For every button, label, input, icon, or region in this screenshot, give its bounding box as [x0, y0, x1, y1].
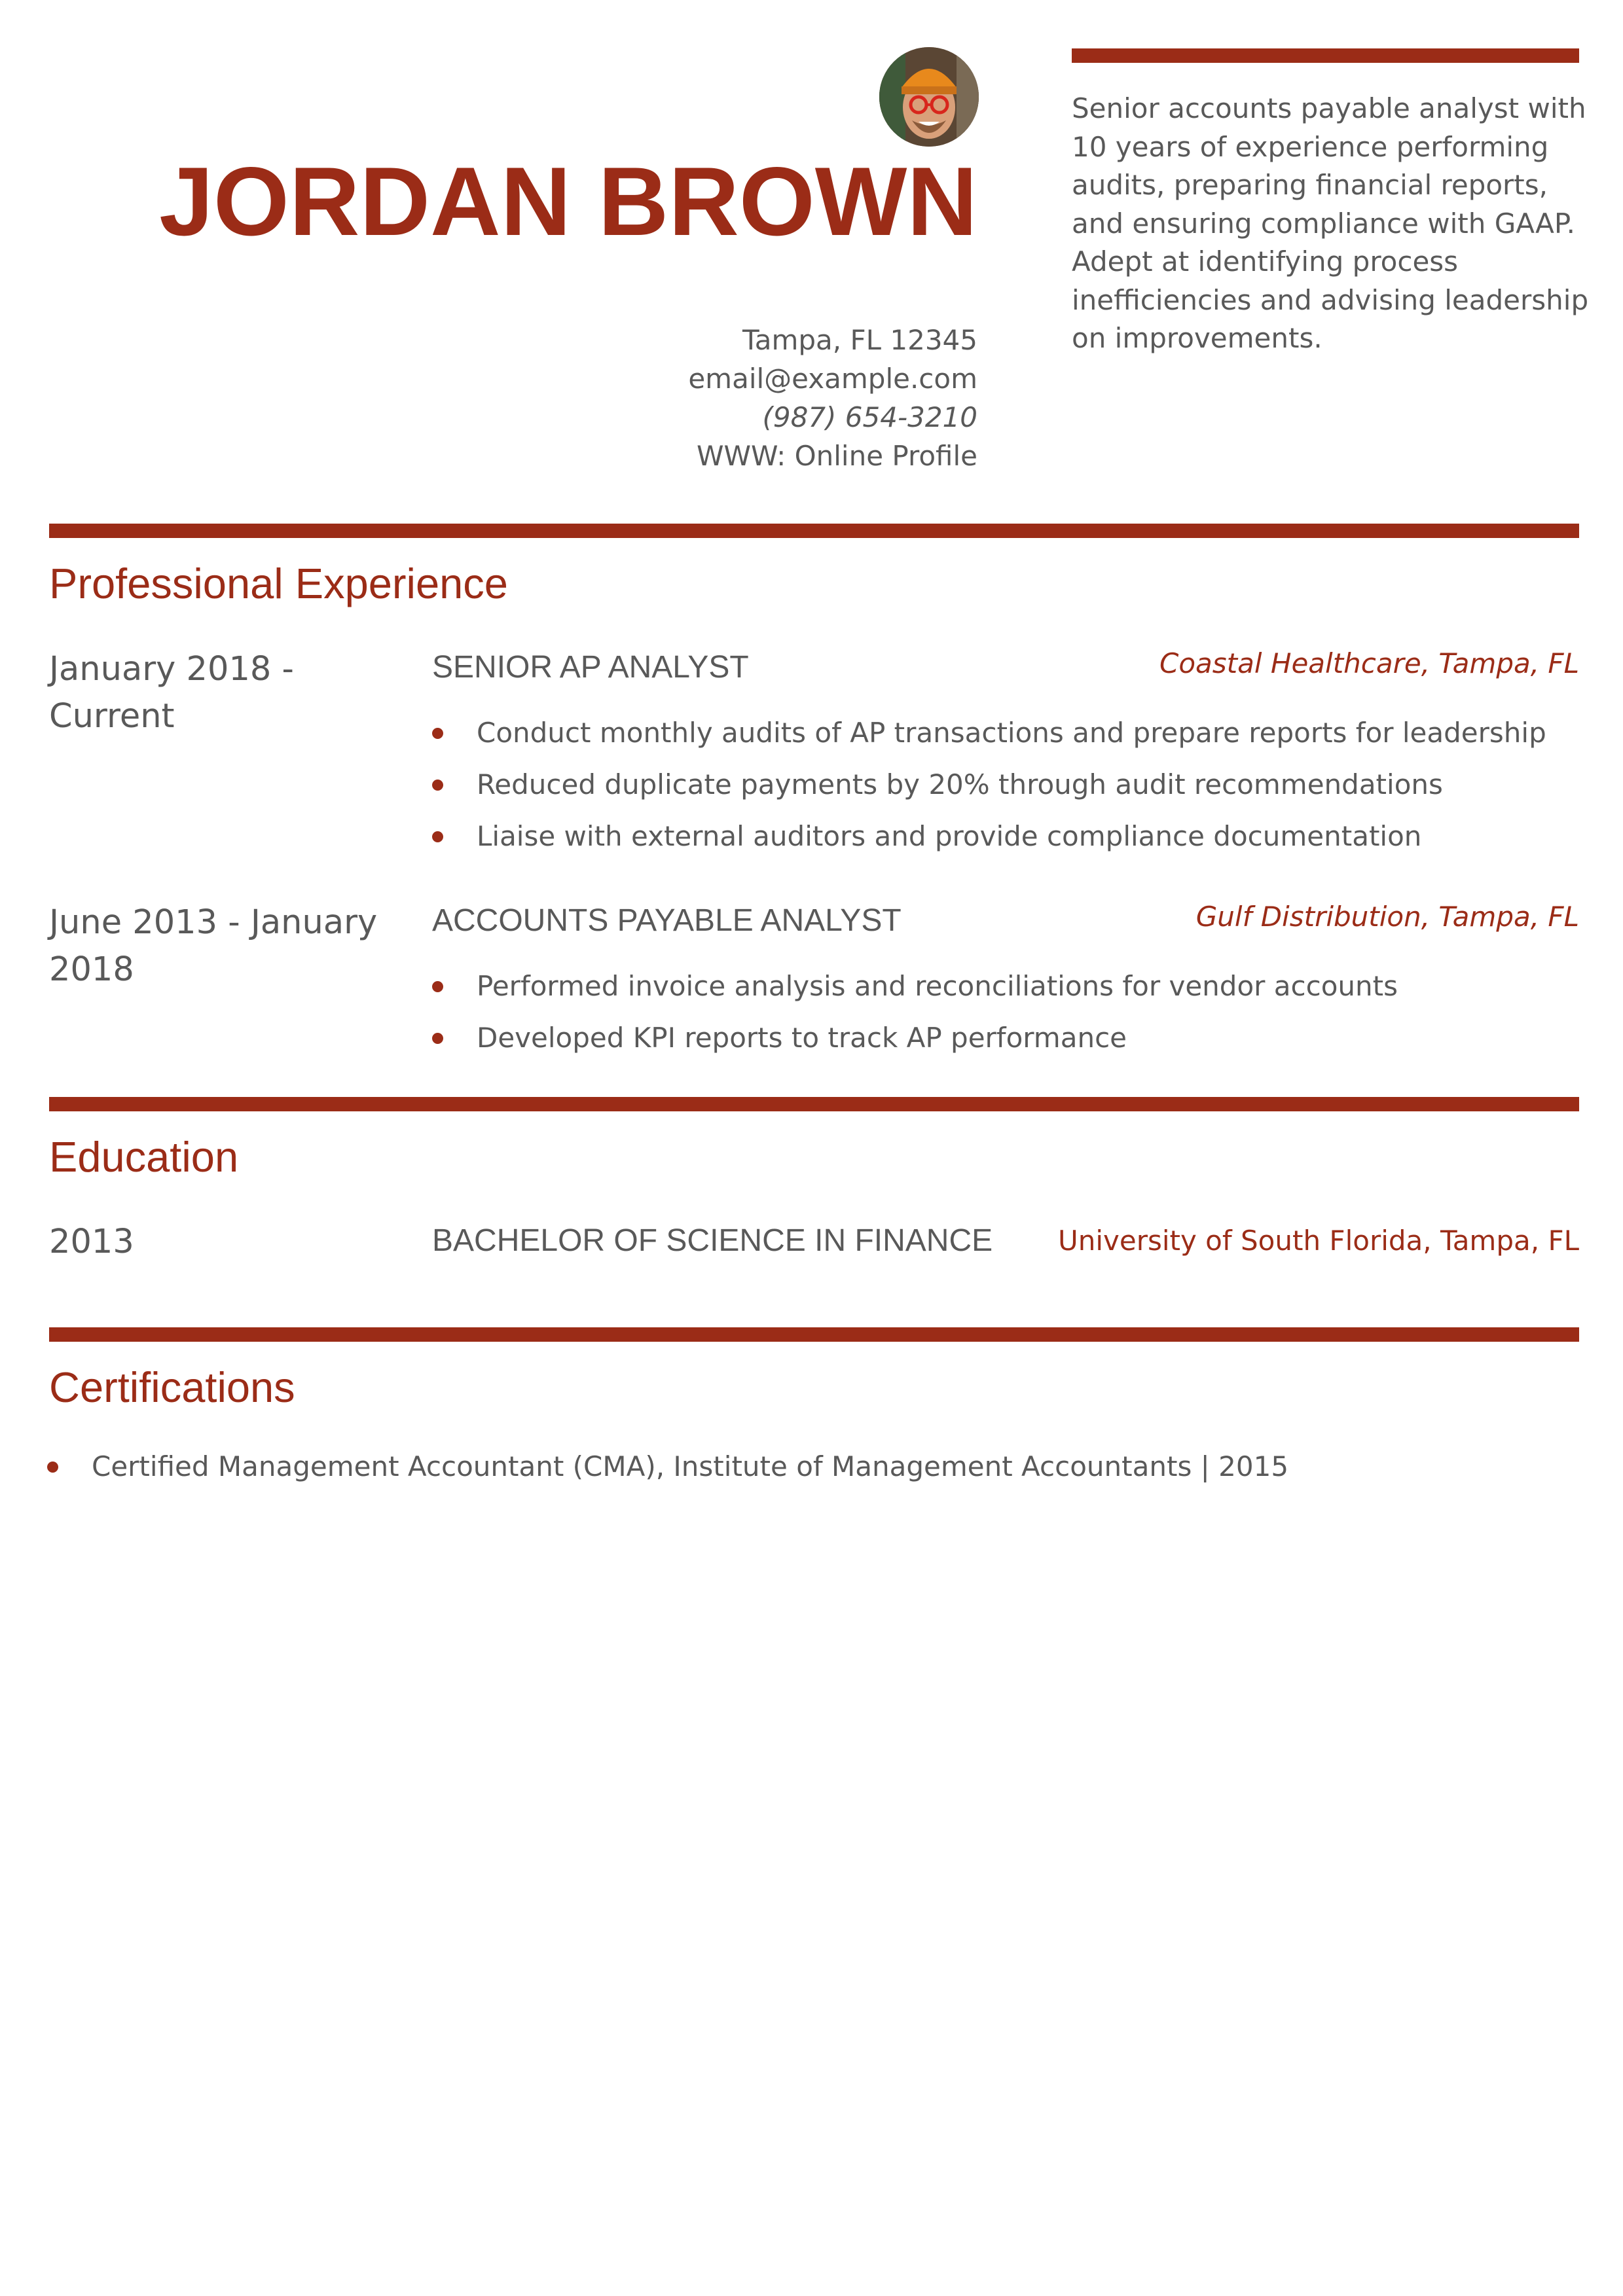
section-divider	[49, 524, 1579, 538]
section-divider	[49, 1327, 1579, 1342]
job-dates: January 2018 - Current	[49, 650, 294, 736]
contact-email[interactable]: email@example.com	[688, 363, 977, 395]
contact-address: Tampa, FL 12345	[742, 324, 977, 356]
section-title-education: Education	[49, 1133, 239, 1181]
job-title: ACCOUNTS PAYABLE ANALYST	[432, 903, 902, 938]
avatar	[879, 47, 979, 147]
job-title: SENIOR AP ANALYST	[432, 650, 749, 685]
education-degree: BACHELOR OF SCIENCE IN FINANCE	[432, 1223, 993, 1258]
avatar-photo-icon	[879, 47, 979, 147]
job-employer: Coastal Healthcare, Tampa, FL	[1159, 647, 1579, 679]
contact-website[interactable]: WWW: Online Profile	[696, 440, 977, 472]
education-school: University of South Florida, Tampa, FL	[1057, 1225, 1579, 1257]
candidate-name: JORDAN BROWN	[159, 147, 977, 256]
section-title-certifications: Certifications	[49, 1363, 295, 1411]
section-title-experience: Professional Experience	[49, 560, 508, 607]
contact-block	[458, 321, 977, 475]
list-item: Performed invoice analysis and reconciliations for vendor accounts	[432, 967, 1584, 1005]
job-employer: Gulf Distribution, Tampa, FL	[1195, 901, 1579, 933]
list-item: Liaise with external auditors and provide compliance documentation	[432, 817, 1584, 855]
list-item: Certified Management Accountant (CMA), Institute of Management Accountants | 2015	[47, 1447, 1553, 1486]
job-bullet-list	[432, 713, 1584, 869]
job-bullet-list	[432, 967, 1584, 1070]
contact-phone[interactable]: (987) 654-3210	[762, 401, 977, 433]
list-item: Developed KPI reports to track AP performance	[432, 1018, 1584, 1057]
job-dates: June 2013 - January 2018	[49, 903, 378, 989]
education-year: 2013	[49, 1223, 134, 1261]
summary-divider	[1072, 48, 1579, 63]
list-item: Conduct monthly audits of AP transactions and prepare reports for leadership	[432, 713, 1584, 752]
section-divider	[49, 1097, 1579, 1111]
certification-list	[47, 1447, 1553, 1499]
professional-summary: Senior accounts payable analyst with 10 years of experience performing audits, preparing financial reports, and ensuring compliance with GAAP. Adept at identifying process inefficiencies and advising leadership on improvements.	[1072, 92, 1589, 354]
list-item: Reduced duplicate payments by 20% through audit recommendations	[432, 765, 1584, 804]
